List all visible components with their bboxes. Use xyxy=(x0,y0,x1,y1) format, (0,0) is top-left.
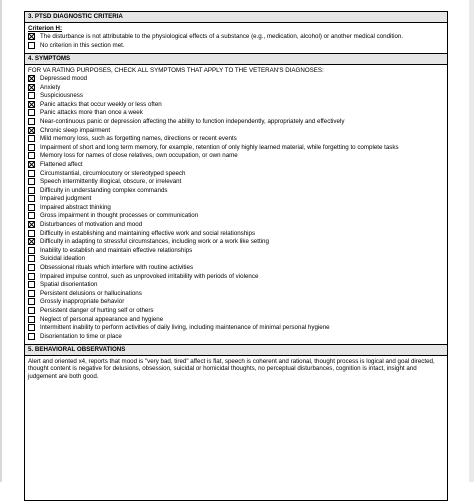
checkbox-label: Impaired impulse control, such as unprovoked irritability with periods of violence xyxy=(40,272,259,280)
unchecked-checkbox[interactable] xyxy=(28,195,35,202)
behavioral-section xyxy=(24,345,448,501)
unchecked-checkbox[interactable] xyxy=(28,204,35,211)
symptom-option xyxy=(28,237,444,246)
unchecked-checkbox[interactable] xyxy=(28,290,35,297)
symptom-option xyxy=(28,203,444,212)
symptoms-section xyxy=(24,54,448,345)
unchecked-checkbox[interactable] xyxy=(28,324,35,331)
checkbox-label: Circumstantial, circumlocutory or stereotyped speech xyxy=(40,169,186,177)
symptom-option xyxy=(28,74,444,83)
behavioral-header: 5. BEHAVIORAL OBSERVATIONS xyxy=(25,345,447,356)
behavioral-blank-area xyxy=(25,384,447,500)
checked-checkbox[interactable] xyxy=(28,127,35,134)
checkbox-label: Memory loss for names of close relatives, own occupation, or own name xyxy=(40,152,238,160)
symptom-option xyxy=(28,212,444,221)
symptom-option xyxy=(28,91,444,100)
unchecked-checkbox[interactable] xyxy=(28,212,35,219)
checkbox-label: Inability to establish and maintain effective relationships xyxy=(40,246,193,254)
symptom-option xyxy=(28,152,444,161)
checkbox-label: Disturbances of motivation and mood xyxy=(40,221,143,229)
symptom-option xyxy=(28,246,444,255)
ptsd-checkbox-list xyxy=(28,33,444,50)
unchecked-checkbox[interactable] xyxy=(28,187,35,194)
checkbox-label: Intermittent inability to perform activities of daily living, including maintenance of minimal personal hygiene xyxy=(40,324,330,332)
symptom-option xyxy=(28,332,444,341)
checkbox-label: Difficulty in establishing and maintaining effective work and social relationships xyxy=(40,229,256,237)
unchecked-checkbox[interactable] xyxy=(28,247,35,254)
checkbox-label: Near-continuous panic or depression affecting the ability to function independently, appropriately and effectively xyxy=(40,117,345,125)
symptom-option xyxy=(28,272,444,281)
symptom-option xyxy=(28,109,444,118)
checkbox-label: Flattened affect xyxy=(40,160,83,168)
checkbox-label: Grossly inappropriate behavior xyxy=(40,298,125,306)
checkbox-label: Impairment of short and long term memory, for example, retention of only highly learned material, while forgetting to complete tasks xyxy=(40,143,399,151)
symptom-option xyxy=(28,117,444,126)
checkbox-label: Disorientation to time or place xyxy=(40,332,122,340)
symptoms-header: 4. SYMPTOMS xyxy=(25,54,447,65)
checkbox-label: Panic attacks that occur weekly or less often xyxy=(40,100,162,108)
ptsd-criteria-body xyxy=(25,23,447,53)
exam-form-page xyxy=(24,11,448,501)
checked-checkbox[interactable] xyxy=(28,161,35,168)
symptom-option xyxy=(28,280,444,289)
checked-checkbox[interactable] xyxy=(28,84,35,91)
checked-checkbox[interactable] xyxy=(28,33,35,40)
symptoms-body xyxy=(25,65,447,344)
checkbox-label: Mild memory loss, such as forgetting names, directions or recent events xyxy=(40,135,237,143)
criterion-option xyxy=(28,41,444,50)
symptom-option xyxy=(28,263,444,272)
symptom-option xyxy=(28,220,444,229)
checkbox-label: Gross impairment in thought processes or communication xyxy=(40,212,199,220)
symptom-checkbox-list xyxy=(28,74,444,340)
checkbox-label: Suicidal ideation xyxy=(40,255,86,263)
symptom-option xyxy=(28,83,444,92)
symptom-option xyxy=(28,143,444,152)
checkbox-label: Impaired abstract thinking xyxy=(40,203,111,211)
unchecked-checkbox[interactable] xyxy=(28,170,35,177)
symptom-option xyxy=(28,306,444,315)
symptoms-instructions: FOR VA RATING PURPOSES, CHECK ALL SYMPTOMS THAT APPLY TO THE VETERAN'S DIAGNOSES: xyxy=(28,66,324,74)
symptom-option xyxy=(28,186,444,195)
symptom-option xyxy=(28,315,444,324)
ptsd-criteria-header: 3. PTSD DIAGNOSTIC CRITERIA xyxy=(25,12,447,23)
checkbox-label: Suspiciousness xyxy=(40,92,83,100)
symptom-option xyxy=(28,323,444,332)
viewport-left-edge xyxy=(0,0,2,482)
symptom-option xyxy=(28,177,444,186)
unchecked-checkbox[interactable] xyxy=(28,298,35,305)
checkbox-label: Difficulty in adapting to stressful circumstances, including work or a work like setting xyxy=(40,238,269,246)
unchecked-checkbox[interactable] xyxy=(28,333,35,340)
unchecked-checkbox[interactable] xyxy=(28,92,35,99)
unchecked-checkbox[interactable] xyxy=(28,144,35,151)
symptom-option xyxy=(28,160,444,169)
symptom-option xyxy=(28,169,444,178)
symptom-option xyxy=(28,289,444,298)
checkbox-label: Obsessional rituals which interfere with routine activities xyxy=(40,264,194,272)
criterion-option xyxy=(28,33,444,42)
symptom-option xyxy=(28,298,444,307)
ptsd-criteria-section xyxy=(24,11,448,54)
symptom-option xyxy=(28,229,444,238)
unchecked-checkbox[interactable] xyxy=(28,281,35,288)
checkbox-label: Speech intermittently illogical, obscure, or irrelevant xyxy=(40,178,182,186)
checkbox-label: Chronic sleep impairment xyxy=(40,126,111,134)
checkbox-label: Impaired judgment xyxy=(40,195,92,203)
checkbox-label: Anxiety xyxy=(40,83,61,91)
unchecked-checkbox[interactable] xyxy=(28,118,35,125)
unchecked-checkbox[interactable] xyxy=(28,135,35,142)
symptom-option xyxy=(28,126,444,135)
checkbox-label: Panic attacks more than once a week xyxy=(40,109,143,117)
checked-checkbox[interactable] xyxy=(28,238,35,245)
checkbox-label: The disturbance is not attributable to the physiological effects of a substance (e.g., medication, alcohol) or another medical condition. xyxy=(40,33,404,41)
unchecked-checkbox[interactable] xyxy=(28,273,35,280)
checkbox-label: Spatial disorientation xyxy=(40,281,98,289)
unchecked-checkbox[interactable] xyxy=(28,178,35,185)
criterion-h-label: Criterion H: xyxy=(28,25,63,32)
symptom-option xyxy=(28,134,444,143)
checked-checkbox[interactable] xyxy=(28,75,35,82)
unchecked-checkbox[interactable] xyxy=(28,42,35,49)
checkbox-label: Depressed mood xyxy=(40,74,88,82)
symptom-option xyxy=(28,195,444,204)
symptom-option xyxy=(28,255,444,264)
checkbox-label: Difficulty in understanding complex commands xyxy=(40,186,168,194)
unchecked-checkbox[interactable] xyxy=(28,152,35,159)
behavioral-text: Alert and oriented x4, reports that mood is "very bad, tired" affect is flat, speech is coherent and rational, thought process is logical and goal directed, thought content is negative for delusions, obsession, suicidal or homicidal thoughts, no perceptual disturbances, cognition is intact, insight and judgement are both good. xyxy=(28,357,435,380)
checkbox-label: Neglect of personal appearance and hygiene xyxy=(40,315,164,323)
checked-checkbox[interactable] xyxy=(28,101,35,108)
unchecked-checkbox[interactable] xyxy=(28,307,35,314)
viewport-right-edge xyxy=(469,0,474,482)
unchecked-checkbox[interactable] xyxy=(28,264,35,271)
unchecked-checkbox[interactable] xyxy=(28,316,35,323)
checkbox-label: No criterion in this section met. xyxy=(40,41,125,49)
checkbox-label: Persistent delusions or hallucinations xyxy=(40,289,142,297)
symptom-option xyxy=(28,100,444,109)
unchecked-checkbox[interactable] xyxy=(28,255,35,262)
checked-checkbox[interactable] xyxy=(28,221,35,228)
checkbox-label: Persistent danger of hurting self or others xyxy=(40,307,154,315)
unchecked-checkbox[interactable] xyxy=(28,109,35,116)
unchecked-checkbox[interactable] xyxy=(28,230,35,237)
